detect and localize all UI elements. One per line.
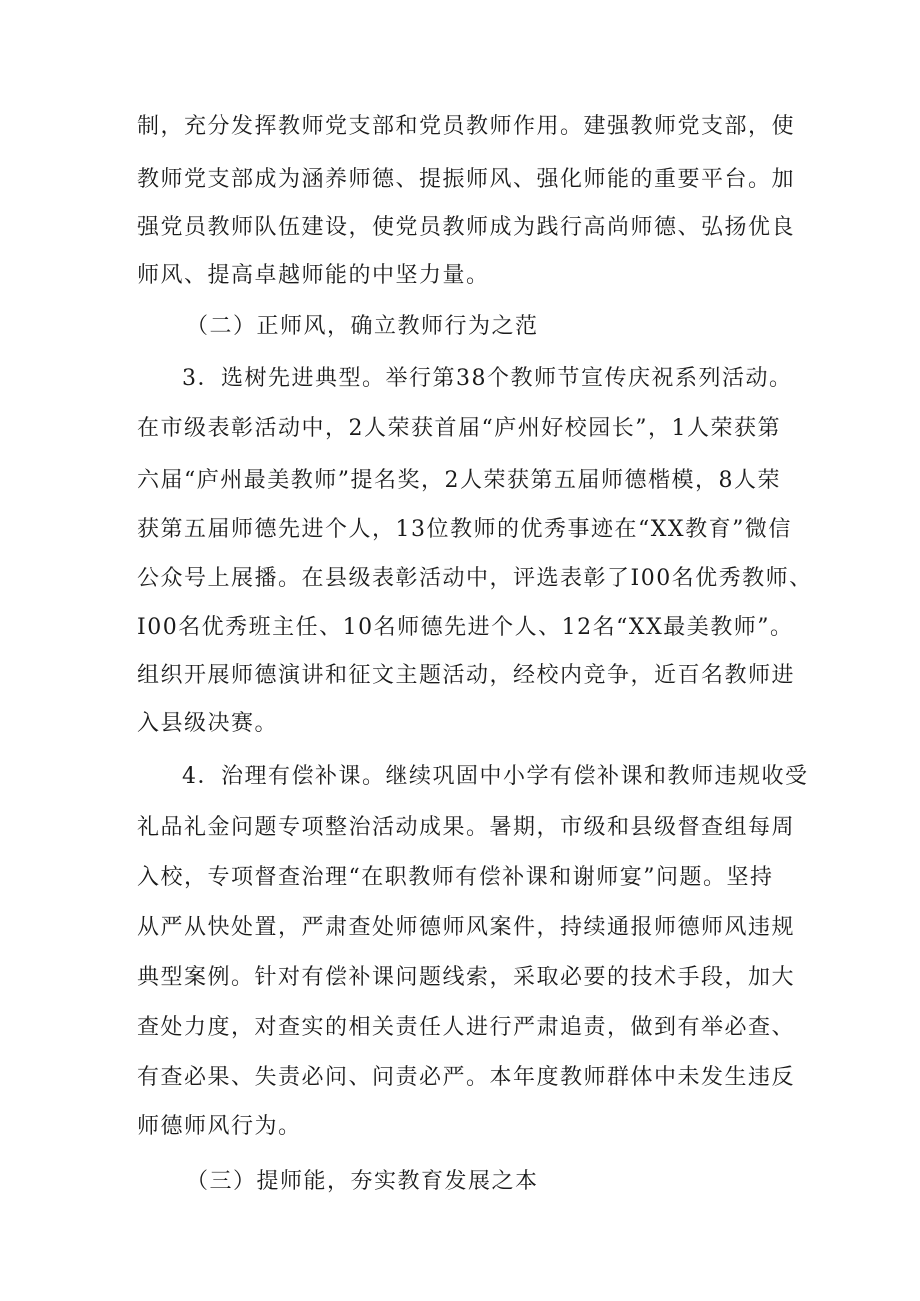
text-line: 组织开展师德演讲和征文主题活动，经校内竞争，近百名教师进	[137, 663, 796, 688]
text-line: 4．治理有偿补课。继续巩固中小学有偿补课和教师违规收受	[182, 764, 809, 789]
text-line: I00名优秀班主任、10名师德先进个人、12名“XX最美教师”。	[137, 615, 794, 640]
text-line: 有查必果、失责必问、问责必严。本年度教师群体中未发生违反	[137, 1065, 796, 1090]
text-line: 师风、提高卓越师能的中坚力量。	[137, 263, 490, 288]
section-heading: （二）正师风，确立教师行为之范	[186, 314, 539, 339]
text-line: 入县级决赛。	[137, 711, 279, 736]
text-line: 制，充分发挥教师党支部和党员教师作用。建强教师党支部，使	[137, 114, 796, 139]
text-line: 在市级表彰活动中，2人荣获首届“庐州好校园长”，1人荣获第	[137, 416, 781, 441]
text-line: 获第五届师德先进个人，13位教师的优秀事迹在“XX教育”微信	[137, 517, 792, 542]
text-line: 教师党支部成为涵养师德、提振师风、强化师能的重要平台。加	[137, 167, 796, 192]
section-heading: （三）提师能，夯实教育发展之本	[186, 1169, 539, 1194]
text-line: 六届“庐州最美教师”提名奖，2人荣获第五届师德楷模，8人荣	[137, 468, 781, 493]
text-line: 公众号上展播。在县级表彰活动中，评选表彰了I00名优秀教师、	[137, 566, 813, 591]
text-line: 入校，专项督查治理“在职教师有偿补课和谢师宴”问题。坚持	[137, 865, 774, 890]
text-line: 从严从快处置，严肃查处师德师风案件，持续通报师德师风违规	[137, 915, 796, 940]
text-line: 强党员教师队伍建设，使党员教师成为践行高尚师德、弘扬优良	[137, 215, 796, 240]
text-line: 师德师风行为。	[137, 1114, 302, 1139]
text-line: 典型案例。针对有偿补课问题线索，采取必要的技术手段，加大	[137, 965, 796, 990]
text-line: 3．选树先进典型。举行第38个教师节宣传庆祝系列活动。	[182, 366, 793, 391]
text-line: 礼品礼金问题专项整治活动成果。暑期，市级和县级督查组每周	[137, 815, 796, 840]
text-line: 查处力度，对查实的相关责任人进行严肃追责，做到有举必查、	[137, 1015, 796, 1040]
